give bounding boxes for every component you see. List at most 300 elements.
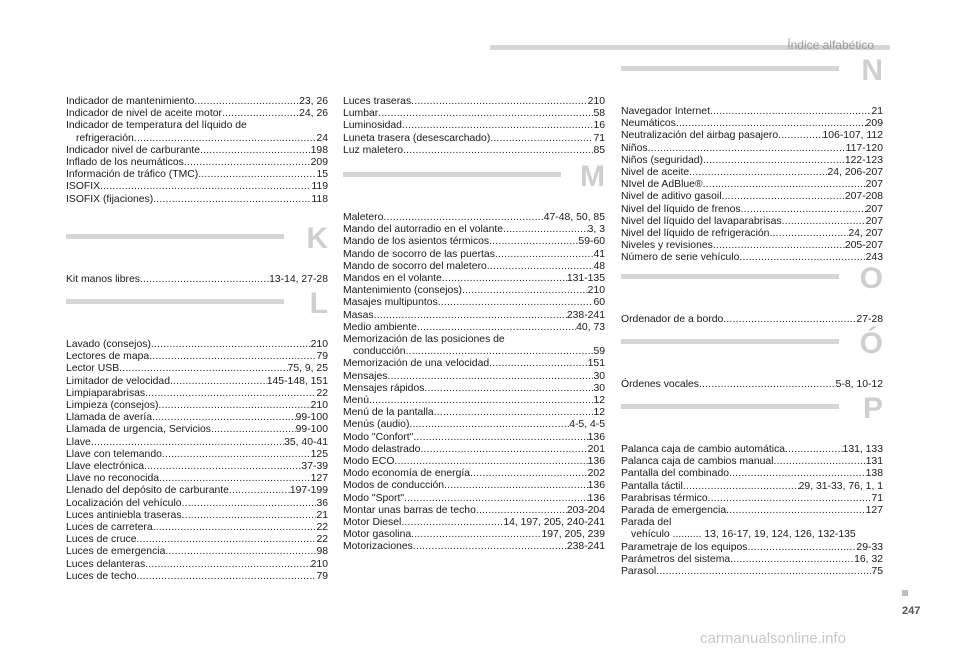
entry-term: Luces traseras <box>343 96 412 107</box>
index-entry <box>343 419 605 431</box>
entry-pages: 238-241 <box>566 541 605 553</box>
index-entry <box>66 339 328 351</box>
entry-pages: 210 <box>310 339 328 350</box>
index-entry <box>621 456 883 468</box>
entry-pages: 209 <box>310 157 328 169</box>
entry-term: Luces de carretera <box>66 522 153 534</box>
entry-term: Modo "Confort" <box>343 431 414 443</box>
index-entry <box>343 212 605 224</box>
entry-pages: 35, 40-41 <box>284 436 328 448</box>
entry-term: Mantenimiento (consejos) <box>343 285 462 297</box>
entry-leader-dots <box>194 96 299 108</box>
entry-term: Llamada de urgencia, Servicios <box>66 424 211 436</box>
letter-header <box>343 160 605 212</box>
entry-leader-dots <box>406 346 594 358</box>
entry-pages: 59-60 <box>578 236 605 248</box>
index-entry <box>343 297 605 309</box>
entry-leader-dots <box>434 407 594 419</box>
index-entry <box>621 179 883 191</box>
index-entry <box>66 534 328 546</box>
index-entry <box>621 517 883 529</box>
entry-term: Llave no reconocida <box>66 473 160 485</box>
entry-pages: 24, 26 <box>299 108 328 120</box>
entry-leader-dots <box>495 249 594 261</box>
entry-leader-dots <box>723 314 856 326</box>
entry-pages: 13-14, 27-28 <box>269 274 328 285</box>
index-entry <box>66 559 328 571</box>
index-entry <box>66 473 328 485</box>
entry-pages: 58 <box>593 108 605 120</box>
entry-pages: 99-100 <box>295 424 328 436</box>
entry-term: Luces de emergencia <box>66 546 166 558</box>
entry-term: Mandos en el volante <box>343 273 442 285</box>
index-entry <box>621 468 883 480</box>
entry-term: Modo "Sport" <box>343 492 405 504</box>
entry-pages: 207-208 <box>844 191 883 203</box>
entry-list <box>66 274 328 286</box>
entry-leader-dots <box>182 510 317 522</box>
entry-pages: 136 <box>587 480 605 492</box>
entry-pages: 205-207 <box>844 240 883 252</box>
index-entry <box>343 285 605 297</box>
index-entry <box>343 96 605 108</box>
entry-pages: 136 <box>587 492 605 504</box>
entry-pages: 75, 9, 25 <box>287 363 328 375</box>
index-entry <box>621 529 883 541</box>
entry-leader-dots <box>699 379 836 391</box>
index-entry <box>343 261 605 273</box>
entry-list <box>66 339 328 583</box>
entry-term: Menús (audio) <box>343 419 410 431</box>
entry-leader-dots <box>159 473 311 485</box>
entry-pages: 12 <box>593 395 605 407</box>
entry-pages: 210 <box>310 558 328 570</box>
entry-leader-dots <box>136 571 316 583</box>
entry-term: Montar unas barras de techo <box>343 504 476 516</box>
index-entry <box>621 216 883 228</box>
entry-term: Motor gasolina <box>343 529 412 541</box>
entry-term: Maletero <box>343 212 384 223</box>
entry-pages: 24, 206-207 <box>827 167 883 179</box>
entry-leader-dots <box>211 424 296 436</box>
entry-term: Memorización de las posiciones de <box>343 334 505 346</box>
entry-leader-dots <box>198 169 316 181</box>
index-entry <box>343 383 605 395</box>
entry-leader-dots <box>91 437 284 449</box>
entry-leader-dots <box>369 395 593 407</box>
entry-term: Mando del autorradio en el volante <box>343 224 504 236</box>
entry-term: NIvel de AdBlue® <box>621 179 703 191</box>
index-entry <box>343 322 605 334</box>
section-letter: L <box>309 287 328 320</box>
entry-term: Niveles y revisiones <box>621 240 713 252</box>
index-entry <box>66 437 328 449</box>
index-entry <box>621 566 883 578</box>
index-entry <box>621 130 883 142</box>
index-entry <box>621 155 883 167</box>
index-entry <box>343 310 605 322</box>
index-section <box>621 262 883 326</box>
entry-term: Parasol <box>621 566 657 578</box>
entry-pages: 29-33 <box>856 541 883 553</box>
entry-pages: 207 <box>865 203 883 215</box>
entry-term: Indicador nivel de carburante <box>66 144 201 156</box>
index-entry <box>621 106 883 118</box>
index-section <box>621 327 883 391</box>
entry-term: Nivel del líquido de frenos <box>621 203 741 215</box>
letter-header <box>621 392 883 444</box>
entry-pages: 118 <box>311 193 328 205</box>
entry-leader-dots <box>409 419 569 431</box>
entry-term: Neutralización del airbag pasajero <box>621 130 779 142</box>
entry-pages: 16, 32 <box>854 553 883 565</box>
entry-leader-dots <box>490 133 593 145</box>
letter-bar <box>343 172 561 177</box>
entry-pages: 131 <box>865 456 883 468</box>
index-section <box>343 160 605 554</box>
entry-leader-dots <box>413 541 567 553</box>
entry-term: Lector USB <box>66 363 120 375</box>
entry-pages: 23, 26 <box>299 96 328 107</box>
entry-term: Luneta trasera (desescarchado) <box>343 132 491 144</box>
entry-pages: 203-204 <box>566 504 605 516</box>
entry-pages: 238-241 <box>566 309 605 321</box>
index-section <box>66 222 328 286</box>
index-section <box>621 54 883 265</box>
entry-leader-dots <box>703 155 845 167</box>
entry-pages: 60 <box>593 297 605 309</box>
entry-term: Luces delanteras <box>66 558 146 570</box>
entry-term: Localización del vehículo <box>66 497 182 509</box>
entry-leader-dots <box>713 240 845 252</box>
entry-term: Lavado (consejos) <box>66 339 151 350</box>
entry-pages: 210 <box>587 285 605 297</box>
entry-pages: 29, 31-33, 76, 1, 1 <box>798 480 883 492</box>
index-entry <box>343 505 605 517</box>
entry-term: vehículo .......... 13, 16-17, 19, 124, 126, 132-135 <box>631 529 856 541</box>
entry-pages: 4-5, 4-5 <box>569 419 605 431</box>
entry-pages: 201 <box>587 443 605 455</box>
entry-term: Luces antiniebla traseras <box>66 509 182 521</box>
index-entry <box>343 541 605 553</box>
index-entry <box>66 169 328 181</box>
entry-pages: 243 <box>865 252 883 264</box>
letter-bar <box>621 404 839 409</box>
letter-bar <box>66 299 284 304</box>
entry-term: Indicador de mantenimiento <box>66 96 195 107</box>
index-entry <box>66 120 328 132</box>
entry-pages: 47-48, 50, 85 <box>543 212 605 223</box>
entry-term: Mando de socorro de las puertas <box>343 248 495 260</box>
index-section <box>621 392 883 578</box>
entry-list <box>621 314 883 326</box>
index-entry <box>621 143 883 155</box>
entry-term: Llamada de avería <box>66 412 153 424</box>
entry-term: Limitador de velocidad <box>66 375 170 387</box>
entry-leader-dots <box>656 566 871 578</box>
entry-pages: 136 <box>587 431 605 443</box>
entry-term: Masajes multipuntos <box>343 297 438 309</box>
entry-leader-dots <box>151 339 311 351</box>
index-entry <box>66 522 328 534</box>
entry-leader-dots <box>710 106 871 118</box>
entry-term: Lectores de mapa <box>66 351 150 363</box>
letter-bar <box>621 339 839 344</box>
entry-pages: 106-107, 112 <box>822 130 883 142</box>
entry-pages: 24 <box>316 132 328 144</box>
index-entry <box>343 145 605 157</box>
entry-term: Kit manos libres <box>66 274 140 285</box>
entry-leader-dots <box>100 181 311 193</box>
entry-pages: 197-199 <box>289 485 328 497</box>
entry-pages: 125 <box>310 448 328 460</box>
entry-leader-dots <box>162 449 311 461</box>
entry-pages: 209 <box>865 118 883 130</box>
index-entry <box>343 432 605 444</box>
entry-leader-dots <box>676 118 866 130</box>
section-letter: M <box>580 160 605 193</box>
entry-pages: 27-28 <box>856 314 883 325</box>
entry-term: Mando de socorro del maletero <box>343 260 487 272</box>
entry-term: Pantalla del combinado <box>621 468 730 480</box>
entry-pages: 122-123 <box>844 154 883 166</box>
entry-term: Modo delastrado <box>343 443 421 455</box>
watermark: carmanualsonline.info <box>700 630 846 647</box>
entry-pages: 127 <box>310 473 328 485</box>
index-entry <box>621 252 883 264</box>
entry-pages: 22 <box>316 522 328 534</box>
index-entry <box>66 388 328 400</box>
entry-list <box>66 96 328 206</box>
entry-leader-dots <box>748 542 857 554</box>
entry-term: Lumbar <box>343 108 379 120</box>
entry-pages: 85 <box>593 144 605 156</box>
entry-term: Nivel de aditivo gasoil <box>621 191 722 203</box>
index-entry <box>343 236 605 248</box>
index-entry <box>66 145 328 157</box>
index-entry <box>66 449 328 461</box>
entry-leader-dots <box>401 517 503 529</box>
entry-pages: 22 <box>316 534 328 546</box>
entry-term: Nivel del líquido de refrigeración <box>621 228 770 240</box>
entry-term: Parabrisas térmico <box>621 492 708 504</box>
entry-term: Niños <box>621 142 648 154</box>
entry-pages: 3, 3 <box>587 224 605 236</box>
entry-list <box>621 379 883 391</box>
index-entry <box>621 493 883 505</box>
entry-pages: 59 <box>593 346 605 358</box>
entry-pages: 14, 197, 205, 240-241 <box>503 517 605 529</box>
entry-leader-dots <box>424 383 593 395</box>
entry-pages: 131, 133 <box>842 444 883 455</box>
index-entry <box>343 468 605 480</box>
entry-term: Indicador de nivel de aceite motor <box>66 108 222 120</box>
letter-bar <box>66 234 284 239</box>
entry-leader-dots <box>689 167 827 179</box>
entry-leader-dots <box>153 194 311 206</box>
entry-leader-dots <box>165 546 316 558</box>
entry-pages: 30 <box>593 370 605 382</box>
entry-leader-dots <box>152 412 296 424</box>
index-entry <box>66 412 328 424</box>
index-entry <box>621 167 883 179</box>
entry-leader-dots <box>739 252 865 264</box>
entry-term: Palanca caja de cambio automática <box>621 444 786 455</box>
index-entry <box>66 376 328 388</box>
entry-leader-dots <box>729 468 866 480</box>
entry-list <box>621 106 883 265</box>
entry-pages: 79 <box>316 351 328 363</box>
index-entry <box>66 133 328 145</box>
entry-pages: 15 <box>316 169 328 181</box>
entry-leader-dots <box>145 388 316 400</box>
index-entry <box>343 407 605 419</box>
entry-pages: 40, 73 <box>576 321 605 333</box>
entry-term: Masas <box>343 309 374 321</box>
entry-pages: 22 <box>316 387 328 399</box>
letter-header <box>66 222 328 274</box>
entry-term: Llave electrónica <box>66 461 144 473</box>
entry-term: Parametraje de los equipos <box>621 541 748 553</box>
entry-leader-dots <box>145 559 311 571</box>
page-number: 247 <box>902 605 921 617</box>
index-entry <box>343 273 605 285</box>
section-letter: N <box>861 54 883 87</box>
entry-leader-dots <box>411 96 588 108</box>
index-entry <box>621 554 883 566</box>
entry-leader-dots <box>782 216 866 228</box>
entry-pages: 12 <box>593 407 605 419</box>
entry-leader-dots <box>470 468 588 480</box>
entry-pages: 21 <box>871 106 883 117</box>
index-entry <box>66 461 328 473</box>
index-entry <box>343 224 605 236</box>
entry-pages: 24, 207 <box>848 228 883 240</box>
entry-leader-dots <box>222 108 299 120</box>
entry-term: Limpieza (consejos) <box>66 400 159 412</box>
page-marker <box>902 590 908 596</box>
page-header-title: Índice alfabético <box>787 38 874 52</box>
entry-term: Memorización de una velocidad <box>343 358 490 370</box>
entry-term: Motor Diesel <box>343 517 402 529</box>
entry-leader-dots <box>182 498 317 510</box>
entry-term: Mando de los asientos térmicos <box>343 236 490 248</box>
entry-term: ISOFIX (fijaciones) <box>66 193 154 205</box>
entry-leader-dots <box>774 456 866 468</box>
index-entry <box>343 108 605 120</box>
entry-list <box>621 444 883 578</box>
entry-term: Ordenador de a bordo <box>621 314 724 325</box>
index-section <box>66 96 328 206</box>
entry-leader-dots <box>778 130 822 142</box>
index-entry <box>343 395 605 407</box>
entry-leader-dots <box>184 157 311 169</box>
entry-term: Neumáticos <box>621 118 676 130</box>
entry-pages: 98 <box>316 546 328 558</box>
entry-pages: 117-120 <box>845 142 883 154</box>
entry-pages: 131-135 <box>566 273 605 285</box>
entry-leader-dots <box>726 505 866 517</box>
entry-term: Llenado del depósito de carburante <box>66 485 229 497</box>
entry-pages: 48 <box>593 260 605 272</box>
index-entry <box>66 274 328 286</box>
entry-leader-dots <box>200 145 311 157</box>
entry-pages: 71 <box>871 492 883 504</box>
entry-leader-dots <box>476 505 567 517</box>
index-entry <box>343 334 605 346</box>
entry-leader-dots <box>489 236 578 248</box>
index-entry <box>343 493 605 505</box>
letter-header <box>66 287 328 339</box>
entry-leader-dots <box>730 554 854 566</box>
entry-leader-dots <box>153 522 317 534</box>
entry-leader-dots <box>119 363 287 375</box>
entry-term: Inflado de los neumáticos <box>66 157 184 169</box>
entry-leader-dots <box>487 261 594 273</box>
entry-term: Menú <box>343 395 369 407</box>
index-entry <box>621 379 883 391</box>
entry-leader-dots <box>387 371 593 383</box>
index-entry <box>343 133 605 145</box>
entry-leader-dots <box>683 481 799 493</box>
index-entry <box>343 371 605 383</box>
index-entry <box>66 498 328 510</box>
entry-leader-dots <box>741 204 866 216</box>
index-entry <box>66 157 328 169</box>
entry-leader-dots <box>140 274 269 286</box>
entry-leader-dots <box>394 456 587 468</box>
letter-bar <box>621 274 839 279</box>
entry-pages: 202 <box>587 468 605 480</box>
entry-term: conducción <box>353 346 406 358</box>
index-entry <box>66 108 328 120</box>
entry-leader-dots <box>648 143 846 155</box>
entry-term: Modo economía de energía <box>343 468 471 480</box>
entry-pages: 119 <box>311 181 328 193</box>
letter-bar <box>621 66 839 71</box>
index-entry <box>66 424 328 436</box>
entry-pages: 79 <box>316 570 328 582</box>
entry-leader-dots <box>402 120 594 132</box>
entry-leader-dots <box>708 493 872 505</box>
letter-header <box>621 327 883 379</box>
index-entry <box>621 444 883 456</box>
index-entry <box>66 400 328 412</box>
entry-pages: 207 <box>865 179 883 191</box>
entry-pages: 30 <box>593 382 605 394</box>
entry-pages: 75 <box>871 566 883 578</box>
entry-list <box>343 96 605 157</box>
entry-term: Mensajes rápidos <box>343 382 425 394</box>
index-entry <box>66 363 328 375</box>
section-letter: O <box>859 262 883 295</box>
index-entry <box>343 120 605 132</box>
entry-leader-dots <box>417 322 576 334</box>
entry-leader-dots <box>170 376 267 388</box>
entry-term: Modo ECO <box>343 456 395 468</box>
section-letter: P <box>862 392 883 425</box>
entry-term: Luces de techo <box>66 570 137 582</box>
entry-leader-dots <box>489 358 588 370</box>
entry-pages: 21 <box>316 509 328 521</box>
letter-header <box>621 262 883 314</box>
index-entry <box>66 194 328 206</box>
index-entry <box>343 249 605 261</box>
entry-leader-dots <box>374 310 567 322</box>
entry-leader-dots <box>769 228 848 240</box>
entry-term: Modos de conducción <box>343 480 445 492</box>
entry-leader-dots <box>136 534 316 546</box>
